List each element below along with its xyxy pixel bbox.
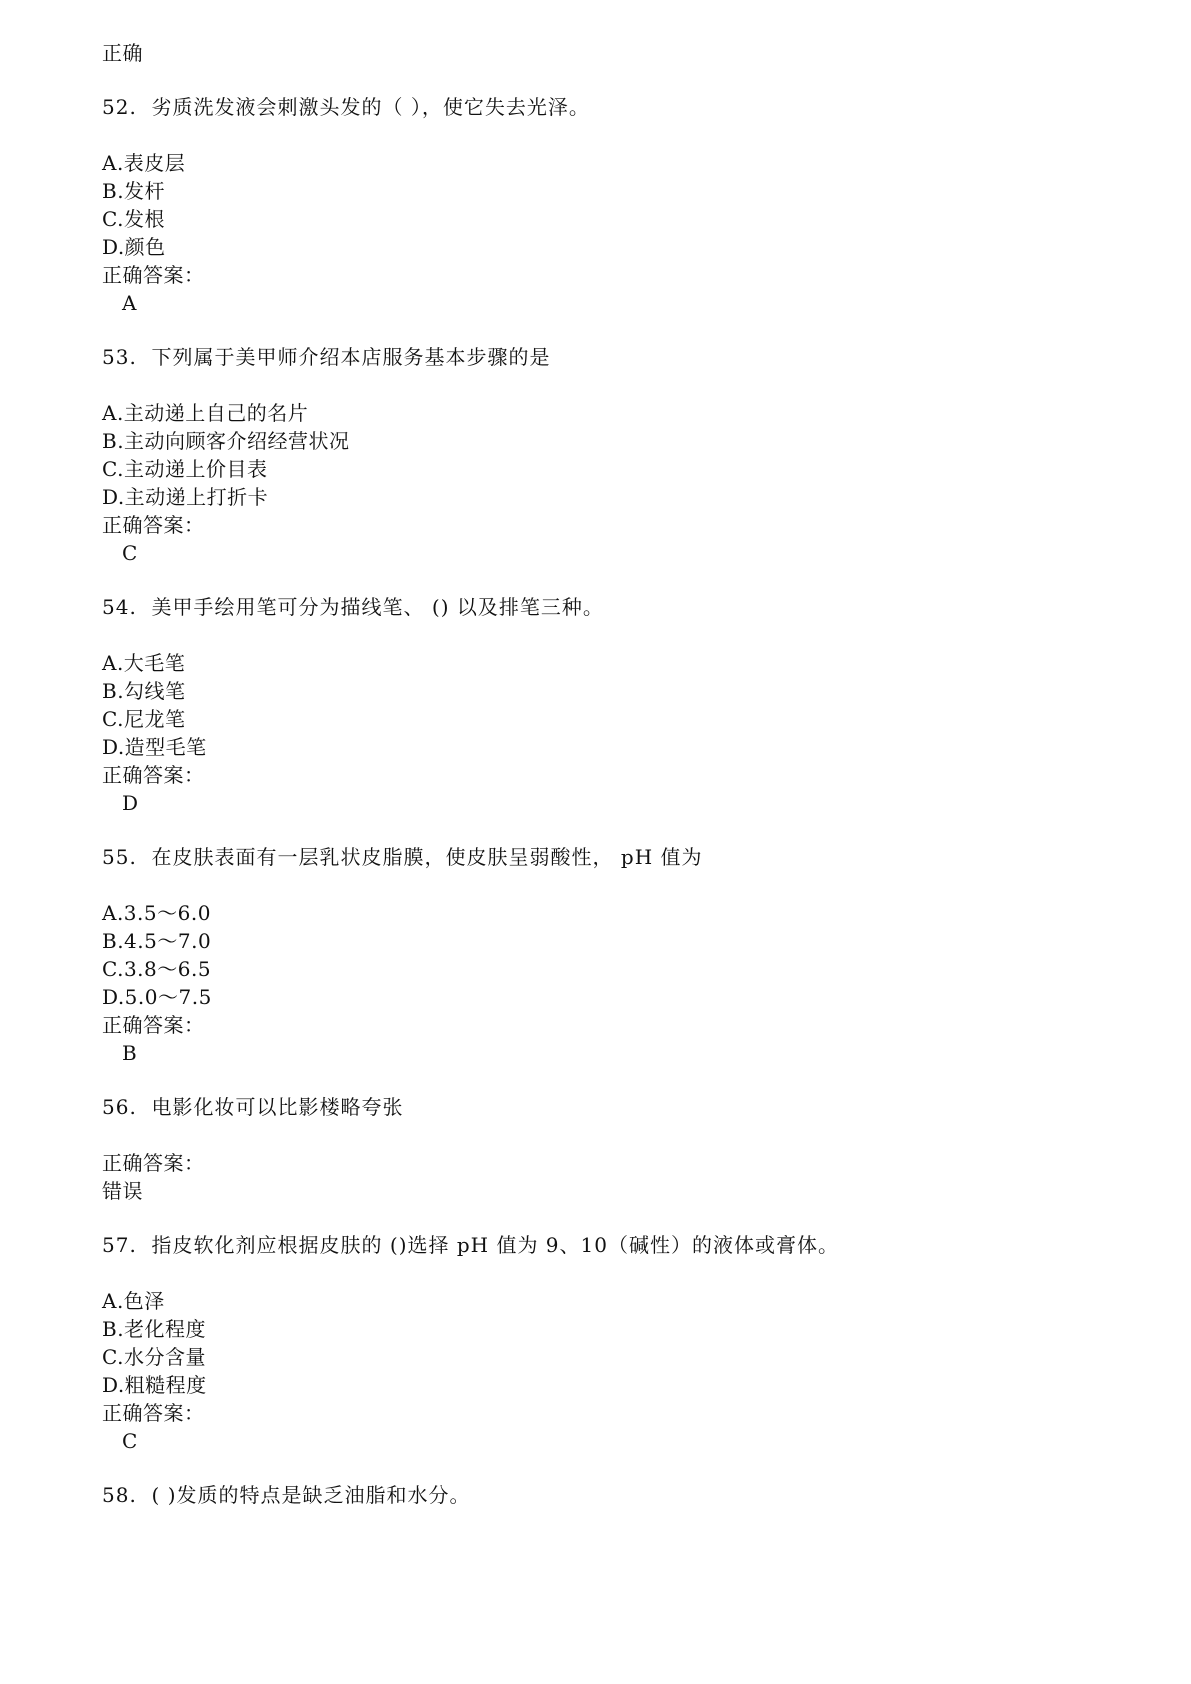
- option-c: C.主动递上价目表: [102, 457, 268, 481]
- answer-value: B: [122, 1041, 138, 1065]
- question-number: 53.: [102, 345, 137, 369]
- previous-answer: 正确: [102, 41, 143, 65]
- question-number: 52.: [102, 95, 137, 119]
- question-55: [102, 844, 703, 870]
- option-c: C.水分含量: [102, 1345, 206, 1369]
- question-52: [102, 94, 590, 120]
- answer-value: 错误: [102, 1179, 143, 1203]
- question-text: 美甲手绘用笔可分为描线笔、 () 以及排笔三种。: [151, 595, 604, 619]
- option-b: B.发杆: [102, 179, 166, 203]
- option-a: A.表皮层: [102, 151, 186, 175]
- option-b: B.主动向顾客介绍经营状况: [102, 429, 350, 453]
- option-c: C.尼龙笔: [102, 707, 186, 731]
- answer-label: 正确答案：: [102, 513, 205, 537]
- option-d: D.主动递上打折卡: [102, 485, 269, 509]
- question-number: 58.: [102, 1483, 137, 1507]
- answer-label: 正确答案：: [102, 1401, 205, 1425]
- question-number: 55.: [102, 845, 137, 869]
- question-text: 在皮肤表面有一层乳状皮脂膜，使皮肤呈弱酸性， pH 值为: [151, 845, 703, 869]
- option-b: B.4.5～7.0: [102, 929, 212, 953]
- answer-value: A: [122, 291, 137, 315]
- answer-label: 正确答案：: [102, 263, 205, 287]
- option-a: A.大毛笔: [102, 651, 186, 675]
- option-c: C.发根: [102, 207, 165, 231]
- answer-label: 正确答案：: [102, 1013, 205, 1037]
- option-d: D.颜色: [102, 235, 166, 259]
- question-text: 劣质洗发液会刺激头发的（ ），使它失去光泽。: [151, 95, 590, 119]
- answer-value: C: [122, 1429, 138, 1453]
- question-54: [102, 594, 604, 620]
- question-56: [102, 1094, 404, 1120]
- question-number: 57.: [102, 1233, 137, 1257]
- question-text: 下列属于美甲师介绍本店服务基本步骤的是: [151, 345, 551, 369]
- question-58: [102, 1482, 471, 1508]
- answer-value: C: [122, 541, 138, 565]
- question-number: 54.: [102, 595, 137, 619]
- answer-value: D: [122, 791, 139, 815]
- question-text: 指皮软化剂应根据皮肤的 ()选择 pH 值为 9、10（碱性）的液体或膏体。: [151, 1233, 839, 1257]
- option-a: A.主动递上自己的名片: [102, 401, 309, 425]
- option-a: A.色泽: [102, 1289, 165, 1313]
- option-a: A.3.5～6.0: [102, 901, 211, 925]
- question-text: ( )发质的特点是缺乏油脂和水分。: [151, 1483, 471, 1507]
- question-text: 电影化妆可以比影楼略夸张: [151, 1095, 404, 1119]
- option-b: B.老化程度: [102, 1317, 207, 1341]
- question-number: 56.: [102, 1095, 137, 1119]
- question-53: [102, 344, 551, 370]
- option-d: D.粗糙程度: [102, 1373, 207, 1397]
- answer-label: 正确答案：: [102, 1151, 205, 1175]
- option-b: B.勾线笔: [102, 679, 186, 703]
- option-c: C.3.8～6.5: [102, 957, 212, 981]
- option-d: D.5.0～7.5: [102, 985, 212, 1009]
- answer-label: 正确答案：: [102, 763, 205, 787]
- question-57: [102, 1232, 839, 1258]
- option-d: D.造型毛笔: [102, 735, 207, 759]
